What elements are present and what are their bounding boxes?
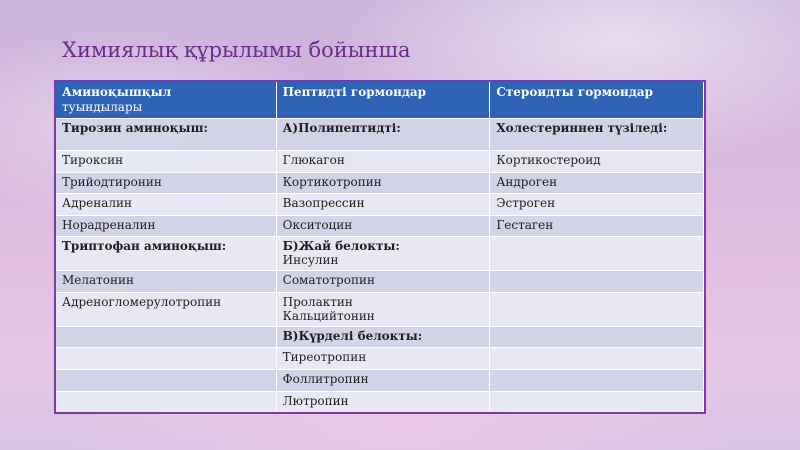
cell: Эстроген xyxy=(490,194,704,216)
cell: Адреногломерулотропин xyxy=(56,292,276,326)
cell: Фоллитропин xyxy=(276,369,490,391)
cell xyxy=(490,271,704,293)
cell-value: Пролактин xyxy=(282,294,353,309)
cell xyxy=(490,292,704,326)
cell xyxy=(490,237,704,271)
cell-heading: Б)Жай белокты: xyxy=(282,239,400,254)
hormone-classification-table xyxy=(54,80,706,414)
cell: Холестериннен түзіледі: xyxy=(490,119,704,151)
table-row xyxy=(56,369,704,391)
cell: Трийодтиронин xyxy=(56,172,276,194)
cell: Гестаген xyxy=(490,215,704,237)
table-header-row xyxy=(56,82,704,119)
cell xyxy=(490,326,704,348)
header-col1-line1: Аминоқышқыл xyxy=(62,85,172,99)
cell xyxy=(276,292,490,326)
cell xyxy=(56,369,276,391)
cell xyxy=(56,348,276,370)
cell: Кортикотропин xyxy=(276,172,490,194)
cell xyxy=(490,369,704,391)
cell: Тиреотропин xyxy=(276,348,490,370)
hormone-table xyxy=(56,82,704,412)
cell: Вазопрессин xyxy=(276,194,490,216)
cell: Кортикостероид xyxy=(490,151,704,173)
cell-value: Инсулин xyxy=(282,253,339,268)
table-row xyxy=(56,348,704,370)
table-row xyxy=(56,151,704,173)
cell: Лютропин xyxy=(276,391,490,412)
slide-title: Химиялық құрылымы бойынша xyxy=(62,38,411,62)
cell: Тироксин xyxy=(56,151,276,173)
cell: Норадреналин xyxy=(56,215,276,237)
table-row xyxy=(56,119,704,151)
cell: А)Полипептидті: xyxy=(276,119,490,151)
cell xyxy=(276,237,490,271)
cell: Триптофан аминоқыш: xyxy=(56,237,276,271)
cell: В)Күрделі белокты: xyxy=(276,326,490,348)
header-amino-acid-derivatives xyxy=(56,82,276,119)
table-row xyxy=(56,194,704,216)
table-row xyxy=(56,172,704,194)
table-row xyxy=(56,215,704,237)
table-row xyxy=(56,237,704,271)
cell: Андроген xyxy=(490,172,704,194)
cell: Окситоцин xyxy=(276,215,490,237)
cell xyxy=(490,348,704,370)
table-row xyxy=(56,326,704,348)
cell: Соматотропин xyxy=(276,271,490,293)
cell xyxy=(490,391,704,412)
cell xyxy=(56,326,276,348)
cell: Адреналин xyxy=(56,194,276,216)
cell: Глюкагон xyxy=(276,151,490,173)
header-col1-line2: туындылары xyxy=(62,100,143,114)
table-row xyxy=(56,391,704,412)
table-row xyxy=(56,271,704,293)
cell: Мелатонин xyxy=(56,271,276,293)
cell-value: Кальцийтонин xyxy=(282,308,375,323)
table-row xyxy=(56,292,704,326)
header-steroid-hormones: Стероидты гормондар xyxy=(490,82,704,119)
cell: Тирозин аминоқыш: xyxy=(56,119,276,151)
cell xyxy=(56,391,276,412)
header-peptide-hormones: Пептидті гормондар xyxy=(276,82,490,119)
